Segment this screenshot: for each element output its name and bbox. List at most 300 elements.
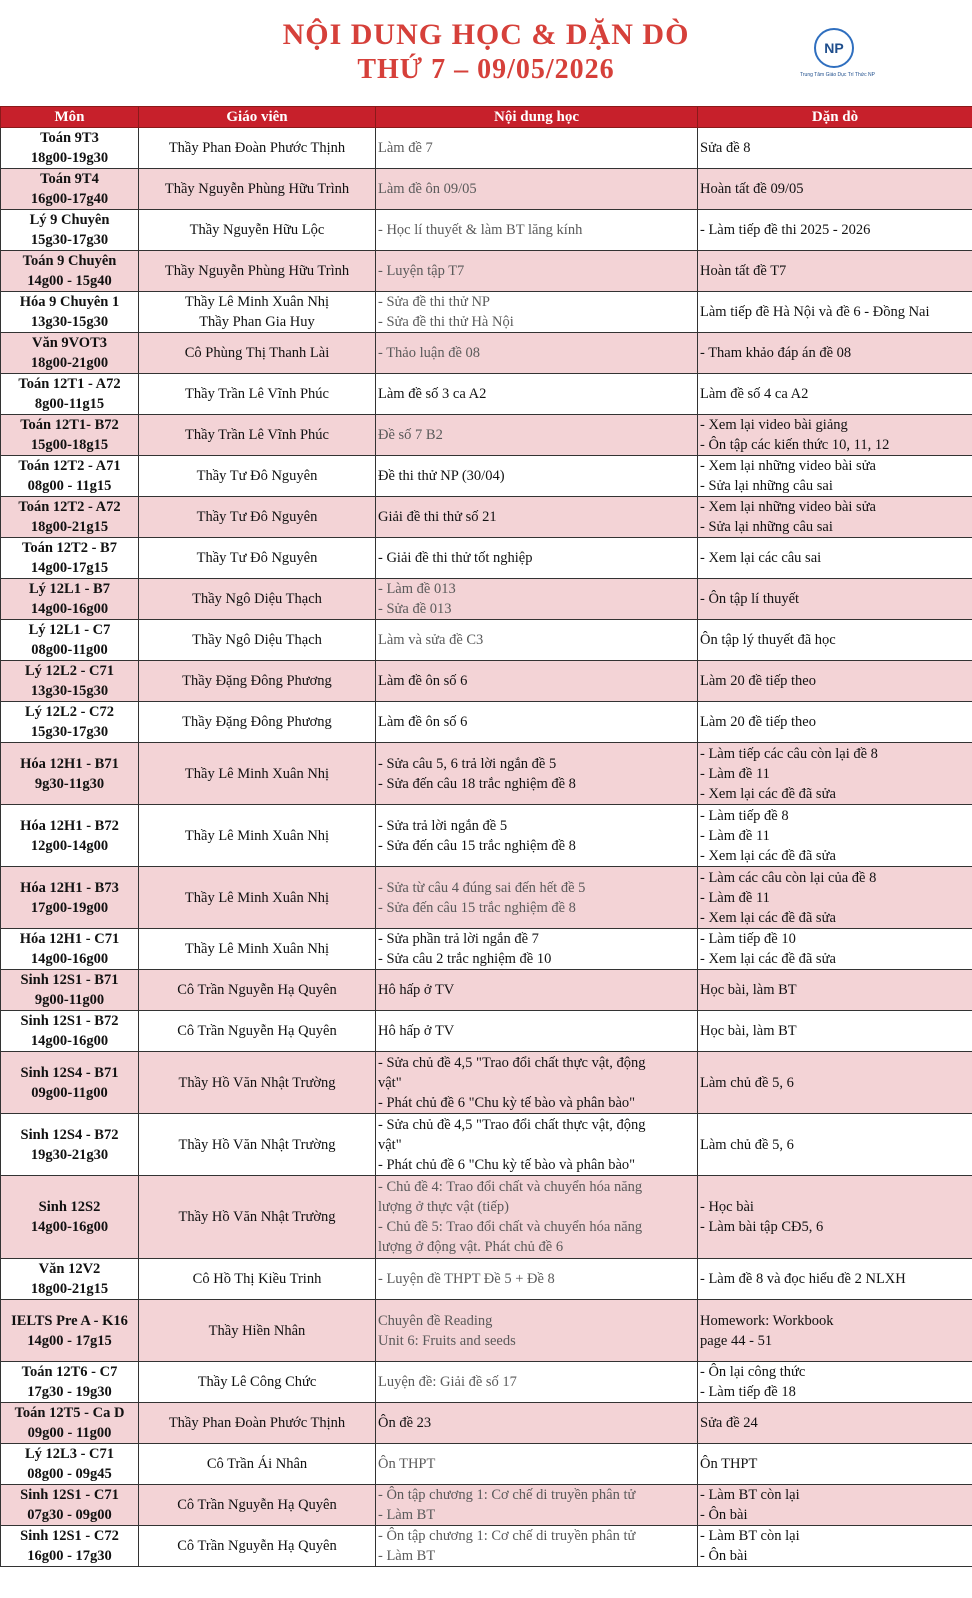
homework-cell	[698, 579, 972, 620]
table-row	[1, 1300, 972, 1362]
subject-cell-line: 17g00-19g00	[30, 899, 109, 916]
homework-cell-line: Sửa đề 24	[700, 1415, 758, 1431]
subject-cell	[1, 1444, 139, 1485]
column-header-mon: Môn	[1, 107, 139, 128]
teacher-cell	[139, 210, 376, 251]
homework-cell-line: - Tham khảo đáp án đề 08	[700, 345, 852, 361]
np-logo	[800, 28, 875, 78]
teacher-cell-line: Cô Trần Nguyễn Hạ Quyên	[177, 1497, 337, 1513]
homework-cell	[698, 251, 972, 292]
teacher-cell-line: Thầy Nguyễn Phùng Hữu Trình	[164, 181, 350, 197]
homework-cell-line: - Học bài	[700, 1199, 754, 1215]
homework-cell	[698, 1485, 972, 1526]
homework-cell	[698, 661, 972, 702]
content-cell	[376, 1052, 698, 1114]
teacher-cell	[139, 743, 376, 805]
teacher-cell	[139, 805, 376, 867]
content-cell	[376, 456, 698, 497]
homework-cell-line: Làm tiếp đề Hà Nội và đề 6 - Đồng Nai	[700, 304, 930, 320]
teacher-cell	[139, 1362, 376, 1403]
homework-cell-line: - Ôn tập lí thuyết	[700, 591, 800, 607]
content-cell-line: - Làm BT	[378, 1507, 436, 1523]
table-row	[1, 929, 972, 970]
content-cell	[376, 1259, 698, 1300]
table-row	[1, 210, 972, 251]
subject-cell	[1, 415, 139, 456]
subject-cell-line: 07g30 - 09g00	[27, 1507, 112, 1523]
subject-cell-line: Lý 12L3 - C71	[24, 1446, 115, 1462]
subject-cell-line: 13g30-15g30	[30, 314, 109, 330]
subject-cell-line: Toán 12T5 - Ca D	[14, 1405, 125, 1421]
subject-cell-line: Toán 12T2 - B7	[22, 540, 117, 556]
subject-cell-line: 14g00-16g00	[30, 951, 109, 967]
homework-cell	[698, 1052, 972, 1114]
homework-cell	[698, 210, 972, 251]
content-cell-line: Làm đề số 3 ca A2	[378, 386, 487, 402]
table-row	[1, 251, 972, 292]
teacher-cell	[139, 1011, 376, 1052]
content-cell-line: - Chủ đề 5: Trao đổi chất và chuyển hóa năng	[378, 1219, 643, 1235]
table-row	[1, 497, 972, 538]
content-cell-line: Làm đề ôn số 6	[378, 714, 468, 730]
page-title: NỘI DUNG HỌC & DẶN DÒ	[282, 18, 690, 51]
content-cell	[376, 661, 698, 702]
subject-cell	[1, 1259, 139, 1300]
teacher-cell-line: Thầy Lê Minh Xuân Nhị	[184, 941, 330, 957]
teacher-cell-line: Thầy Hồ Văn Nhật Trường	[178, 1074, 336, 1091]
table-row	[1, 805, 972, 867]
subject-cell	[1, 1526, 139, 1567]
content-cell-line: - Luyện đề THPT Đề 5 + Đề 8	[378, 1271, 555, 1287]
table-row	[1, 661, 972, 702]
content-cell-line: Hô hấp ở TV	[378, 982, 455, 998]
subject-cell-line: 18g00-21g15	[30, 519, 109, 535]
content-cell	[376, 538, 698, 579]
subject-cell	[1, 970, 139, 1011]
subject-cell-line: 16g00-17g40	[30, 191, 109, 207]
homework-cell-line: - Sửa lại những câu sai	[700, 519, 833, 535]
teacher-cell	[139, 415, 376, 456]
table-row	[1, 1362, 972, 1403]
teacher-cell	[139, 1485, 376, 1526]
homework-cell-line: Làm 20 đề tiếp theo	[700, 673, 816, 689]
homework-cell-line: - Làm đề 11	[700, 889, 770, 906]
table-row	[1, 1403, 972, 1444]
homework-cell	[698, 1011, 972, 1052]
teacher-cell	[139, 497, 376, 538]
subject-cell	[1, 805, 139, 867]
teacher-cell	[139, 620, 376, 661]
content-cell-line: Làm đề ôn 09/05	[378, 181, 477, 197]
homework-cell	[698, 805, 972, 867]
content-cell-line: Đề thi thử NP (30/04)	[378, 468, 505, 484]
homework-cell-line: - Làm bài tập CĐ5, 6	[700, 1219, 824, 1235]
teacher-cell-line: Thầy Nguyễn Hữu Lộc	[189, 222, 325, 238]
subject-cell-line: 9g30-11g30	[34, 775, 105, 792]
homework-cell-line: - Ôn tập các kiến thức 10, 11, 12	[700, 437, 890, 453]
teacher-cell	[139, 1403, 376, 1444]
teacher-cell-line: Thầy Trần Lê Vĩnh Phúc	[185, 427, 329, 443]
teacher-cell	[139, 579, 376, 620]
homework-cell-line: - Làm đề 11	[700, 827, 770, 844]
homework-cell	[698, 1362, 972, 1403]
teacher-cell	[139, 251, 376, 292]
table-row	[1, 867, 972, 929]
homework-cell-line: - Làm đề 11	[700, 765, 770, 782]
subject-cell-line: Lý 12L1 - B7	[29, 581, 110, 597]
homework-cell	[698, 538, 972, 579]
page-date: THỨ 7 – 09/05/2026	[357, 54, 615, 85]
homework-cell-line: Làm 20 đề tiếp theo	[700, 714, 816, 730]
content-cell-line: lượng ở động vật. Phát chủ đề 6	[378, 1239, 564, 1255]
subject-cell	[1, 1403, 139, 1444]
subject-cell-line: 18g00-21g15	[30, 1281, 109, 1297]
homework-cell	[698, 374, 972, 415]
subject-cell	[1, 538, 139, 579]
teacher-cell	[139, 1114, 376, 1176]
content-cell-line: - Sửa chủ đề 4,5 "Trao đổi chất thực vật, động	[378, 1054, 646, 1071]
content-cell-line: Ôn đề 23	[378, 1415, 432, 1431]
homework-cell-line: - Sửa lại những câu sai	[700, 478, 833, 494]
subject-cell	[1, 128, 139, 169]
table-row	[1, 538, 972, 579]
table-row	[1, 1052, 972, 1114]
subject-cell-line: Toán 12T1 - A72	[18, 376, 121, 392]
homework-cell	[698, 1403, 972, 1444]
content-cell-line: Chuyên đề Reading	[378, 1312, 493, 1329]
subject-cell	[1, 929, 139, 970]
homework-cell-line: - Ôn lại công thức	[700, 1364, 806, 1380]
subject-cell-line: Toán 12T6 - C7	[21, 1364, 118, 1380]
content-cell-line: - Chủ đề 4: Trao đổi chất và chuyển hóa năng	[378, 1179, 643, 1195]
teacher-cell-line: Thầy Đặng Đông Phương	[182, 673, 332, 689]
subject-cell-line: IELTS Pre A - K16	[11, 1312, 128, 1329]
subject-cell-line: Sinh 12S4 - B71	[20, 1064, 119, 1081]
subject-cell-line: Toán 9T4	[40, 171, 99, 187]
content-cell	[376, 1526, 698, 1567]
content-cell-line: Làm đề ôn số 6	[378, 673, 468, 689]
homework-cell	[698, 1114, 972, 1176]
content-cell-line: - Sửa câu 5, 6 trả lời ngắn đề 5	[378, 755, 557, 772]
content-cell	[376, 970, 698, 1011]
teacher-cell-line: Thầy Ngô Diệu Thạch	[192, 632, 322, 648]
subject-cell-line: 14g00-16g00	[30, 1219, 109, 1235]
homework-cell	[698, 1444, 972, 1485]
content-cell-line: - Sửa đề 013	[378, 601, 452, 617]
subject-cell-line: 15g00-18g15	[30, 437, 109, 453]
homework-cell-line: Sửa đề 8	[700, 140, 751, 156]
content-cell	[376, 292, 698, 333]
homework-cell	[698, 1259, 972, 1300]
content-cell-line: - Làm BT	[378, 1548, 436, 1564]
content-cell-line: - Phát chủ đề 6 "Chu kỳ tế bào và phân bào"	[378, 1156, 636, 1173]
homework-cell	[698, 1176, 972, 1259]
homework-cell	[698, 169, 972, 210]
content-cell-line: - Học lí thuyết & làm BT lăng kính	[378, 222, 583, 238]
subject-cell-line: Toán 12T2 - A72	[18, 499, 121, 515]
content-cell-line: lượng ở thực vật (tiếp)	[378, 1199, 509, 1215]
subject-cell	[1, 210, 139, 251]
content-cell-line: Unit 6: Fruits and seeds	[378, 1332, 516, 1349]
teacher-cell	[139, 292, 376, 333]
subject-cell-line: 18g00-19g30	[30, 150, 109, 166]
content-cell-line: - Làm đề 013	[378, 581, 456, 597]
subject-cell	[1, 1300, 139, 1362]
subject-cell-line: 09g00 - 11g00	[27, 1425, 112, 1441]
teacher-cell	[139, 702, 376, 743]
content-cell-line: - Luyện tập T7	[378, 263, 465, 279]
teacher-cell-line: Cô Phùng Thị Thanh Lài	[184, 345, 330, 361]
homework-cell	[698, 333, 972, 374]
homework-cell-line: - Xem lại các đề đã sửa	[700, 951, 836, 967]
content-cell	[376, 169, 698, 210]
teacher-cell-line: Thầy Phan Đoàn Phước Thịnh	[168, 1415, 346, 1431]
subject-cell-line: 08g00-11g00	[31, 642, 108, 658]
homework-cell	[698, 1526, 972, 1567]
table-row	[1, 579, 972, 620]
subject-cell-line: 8g00-11g15	[34, 396, 105, 412]
homework-cell	[698, 929, 972, 970]
homework-cell	[698, 128, 972, 169]
content-cell-line: - Sửa phần trả lời ngắn đề 7	[378, 931, 539, 947]
column-header-giao-vien: Giáo viên	[139, 107, 376, 128]
homework-cell-line: Ôn THPT	[700, 1456, 758, 1472]
subject-cell-line: 19g30-21g30	[30, 1146, 109, 1163]
content-cell	[376, 251, 698, 292]
teacher-cell-line: Thầy Phan Gia Huy	[199, 314, 315, 330]
teacher-cell	[139, 1176, 376, 1259]
table-row	[1, 333, 972, 374]
subject-cell-line: 16g00 - 17g30	[27, 1548, 112, 1564]
content-cell-line: Giải đề thi thử số 21	[378, 509, 497, 525]
teacher-cell	[139, 867, 376, 929]
subject-cell-line: 14g00-16g00	[30, 1033, 109, 1049]
subject-cell	[1, 1011, 139, 1052]
homework-cell	[698, 867, 972, 929]
content-cell	[376, 497, 698, 538]
subject-cell-line: Hóa 12H1 - B71	[20, 755, 119, 772]
subject-cell-line: 14g00-17g15	[30, 560, 109, 576]
subject-cell-line: Lý 12L1 - C7	[28, 622, 111, 638]
homework-cell-line: - Xem lại những video bài sửa	[700, 499, 876, 515]
content-cell	[376, 805, 698, 867]
content-cell	[376, 1011, 698, 1052]
content-cell	[376, 1444, 698, 1485]
subject-cell	[1, 1176, 139, 1259]
subject-cell	[1, 867, 139, 929]
subject-cell-line: 12g00-14g00	[30, 837, 109, 854]
teacher-cell-line: Cô Hồ Thị Kiều Trinh	[192, 1271, 322, 1287]
subject-cell-line: 18g00-21g00	[30, 355, 109, 371]
subject-cell	[1, 702, 139, 743]
homework-cell-line: Làm chủ đề 5, 6	[700, 1136, 794, 1153]
content-cell	[376, 867, 698, 929]
subject-cell-line: 14g00 - 17g15	[27, 1332, 112, 1349]
table-header-row	[1, 107, 972, 128]
table-row	[1, 970, 972, 1011]
content-cell-line: - Giải đề thi thử tốt nghiệp	[378, 550, 533, 566]
content-cell	[376, 1485, 698, 1526]
homework-cell-line: - Làm tiếp đề 10	[700, 931, 796, 947]
schedule-body	[1, 128, 972, 1567]
subject-cell-line: 17g30 - 19g30	[27, 1384, 112, 1400]
table-row	[1, 743, 972, 805]
homework-cell-line: - Xem lại các đề đã sửa	[700, 909, 836, 926]
teacher-cell-line: Cô Trần Nguyễn Hạ Quyên	[177, 1538, 337, 1554]
subject-cell-line: Văn 12V2	[38, 1261, 101, 1277]
content-cell	[376, 333, 698, 374]
homework-cell-line: Làm chủ đề 5, 6	[700, 1074, 794, 1091]
content-cell-line: Ôn THPT	[378, 1456, 436, 1472]
homework-cell-line: Ôn tập lý thuyết đã học	[700, 632, 836, 648]
table-row	[1, 1176, 972, 1259]
teacher-cell-line: Cô Trần Ái Nhân	[206, 1456, 308, 1472]
teacher-cell-line: Thầy Hồ Văn Nhật Trường	[178, 1136, 336, 1153]
subject-cell	[1, 374, 139, 415]
teacher-cell	[139, 374, 376, 415]
table-row	[1, 415, 972, 456]
content-cell-line: - Sửa đề thi thử Hà Nội	[378, 314, 514, 330]
table-row	[1, 620, 972, 661]
content-cell-line: - Thảo luận đề 08	[378, 345, 481, 361]
content-cell	[376, 1176, 698, 1259]
content-cell-line: - Phát chủ đề 6 "Chu kỳ tế bào và phân bào"	[378, 1094, 636, 1111]
subject-cell-line: Hóa 12H1 - B73	[20, 879, 119, 896]
subject-cell-line: Lý 12L2 - C71	[24, 663, 115, 679]
homework-cell	[698, 743, 972, 805]
table-row	[1, 1259, 972, 1300]
subject-cell	[1, 456, 139, 497]
content-cell	[376, 579, 698, 620]
subject-cell-line: 14g00-16g00	[30, 601, 109, 617]
teacher-cell-line: Thầy Lê Công Chức	[197, 1374, 317, 1390]
homework-cell	[698, 497, 972, 538]
content-cell	[376, 743, 698, 805]
subject-cell-line: Toán 12T1- B72	[20, 417, 119, 433]
homework-cell-line: - Xem lại các câu sai	[700, 550, 822, 566]
homework-cell-line: - Xem lại các đề đã sửa	[700, 785, 836, 802]
content-cell	[376, 1300, 698, 1362]
content-cell-line: Luyện đề: Giải đề số 17	[378, 1374, 517, 1390]
subject-cell-line: 08g00 - 09g45	[27, 1466, 112, 1482]
logo-caption: Trung Tâm Giáo Dục Trí Thức NP	[800, 72, 875, 78]
content-cell	[376, 128, 698, 169]
homework-cell-line: - Xem lại video bài giảng	[700, 417, 848, 433]
homework-cell	[698, 1300, 972, 1362]
table-row	[1, 1485, 972, 1526]
homework-cell-line: - Làm tiếp đề 8	[700, 807, 789, 824]
teacher-cell-line: Thầy Phan Đoàn Phước Thịnh	[168, 140, 346, 156]
table-row	[1, 1011, 972, 1052]
column-header-dan-do: Dặn dò	[698, 107, 972, 128]
teacher-cell	[139, 929, 376, 970]
subject-cell-line: Hóa 12H1 - B72	[20, 817, 119, 834]
content-cell-line: Làm đề 7	[378, 140, 433, 156]
homework-cell-line: - Làm đề 8 và đọc hiểu đề 2 NLXH	[700, 1271, 906, 1287]
teacher-cell	[139, 1526, 376, 1567]
table-row	[1, 128, 972, 169]
teacher-cell	[139, 661, 376, 702]
homework-cell-line: - Làm BT còn lại	[700, 1528, 800, 1544]
subject-cell	[1, 743, 139, 805]
teacher-cell-line: Thầy Hiền Nhân	[208, 1322, 306, 1339]
homework-cell-line: - Xem lại những video bài sửa	[700, 458, 876, 474]
homework-cell-line: - Làm tiếp đề thi 2025 - 2026	[700, 222, 871, 238]
teacher-cell-line: Thầy Đặng Đông Phương	[182, 714, 332, 730]
content-cell	[376, 620, 698, 661]
teacher-cell	[139, 538, 376, 579]
teacher-cell	[139, 456, 376, 497]
homework-cell-line: - Ôn bài	[700, 1507, 748, 1523]
homework-cell-line: - Làm tiếp đề 18	[700, 1384, 796, 1400]
subject-cell-line: Sinh 12S1 - C72	[20, 1528, 119, 1544]
subject-cell-line: Hóa 9 Chuyên 1	[19, 294, 120, 310]
subject-cell-line: 13g30-15g30	[30, 683, 109, 699]
teacher-cell-line: Thầy Tư Đô Nguyên	[196, 509, 318, 525]
subject-cell	[1, 1362, 139, 1403]
teacher-cell-line: Cô Trần Nguyễn Hạ Quyên	[177, 982, 337, 998]
teacher-cell-line: Thầy Lê Minh Xuân Nhị	[184, 765, 330, 782]
subject-cell	[1, 1114, 139, 1176]
teacher-cell	[139, 1259, 376, 1300]
subject-cell	[1, 661, 139, 702]
homework-cell	[698, 456, 972, 497]
content-cell	[376, 1114, 698, 1176]
content-cell	[376, 415, 698, 456]
subject-cell-line: 15g30-17g30	[30, 232, 109, 248]
subject-cell	[1, 579, 139, 620]
homework-cell-line: Hoàn tất đề T7	[700, 263, 787, 279]
content-cell-line: - Sửa đến câu 18 trắc nghiệm đề 8	[378, 775, 576, 792]
subject-cell-line: Hóa 12H1 - C71	[19, 931, 120, 947]
homework-cell-line: Học bài, làm BT	[700, 982, 797, 998]
content-cell	[376, 702, 698, 743]
subject-cell-line: Toán 12T2 - A71	[18, 458, 121, 474]
teacher-cell	[139, 169, 376, 210]
content-cell-line: vật"	[378, 1136, 402, 1153]
subject-cell-line: Sinh 12S1 - B71	[20, 972, 119, 988]
subject-cell-line: 15g30-17g30	[30, 724, 109, 740]
subject-cell-line: Sinh 12S4 - B72	[20, 1126, 119, 1143]
content-cell	[376, 929, 698, 970]
subject-cell	[1, 251, 139, 292]
content-cell-line: - Sửa đề thi thử NP	[378, 294, 490, 310]
homework-cell-line: - Ôn bài	[700, 1548, 748, 1564]
teacher-cell	[139, 1444, 376, 1485]
subject-cell-line: Sinh 12S1 - C71	[20, 1487, 119, 1503]
content-cell-line: - Sửa đến câu 15 trắc nghiệm đề 8	[378, 899, 576, 916]
homework-cell	[698, 620, 972, 661]
homework-cell-line: Homework: Workbook	[700, 1312, 834, 1329]
teacher-cell	[139, 1052, 376, 1114]
table-row	[1, 1526, 972, 1567]
content-cell-line: vật"	[378, 1074, 402, 1091]
logo-mark: NP	[814, 28, 854, 68]
content-cell-line: - Sửa trả lời ngắn đề 5	[378, 817, 508, 834]
homework-cell-line: Làm đề số 4 ca A2	[700, 386, 809, 402]
content-cell-line: Làm và sửa đề C3	[378, 632, 484, 648]
teacher-cell-line: Thầy Ngô Diệu Thạch	[192, 591, 322, 607]
homework-cell-line: page 44 - 51	[700, 1332, 773, 1349]
subject-cell-line: 14g00 - 15g40	[27, 273, 112, 289]
homework-cell-line: - Làm BT còn lại	[700, 1487, 800, 1503]
content-cell	[376, 374, 698, 415]
homework-cell-line: - Xem lại các đề đã sửa	[700, 847, 836, 864]
schedule-table	[0, 106, 972, 1567]
subject-cell-line: Sinh 12S2	[38, 1199, 101, 1215]
content-cell-line: - Sửa đến câu 15 trắc nghiệm đề 8	[378, 837, 576, 854]
subject-cell-line: Lý 12L2 - C72	[24, 704, 115, 720]
